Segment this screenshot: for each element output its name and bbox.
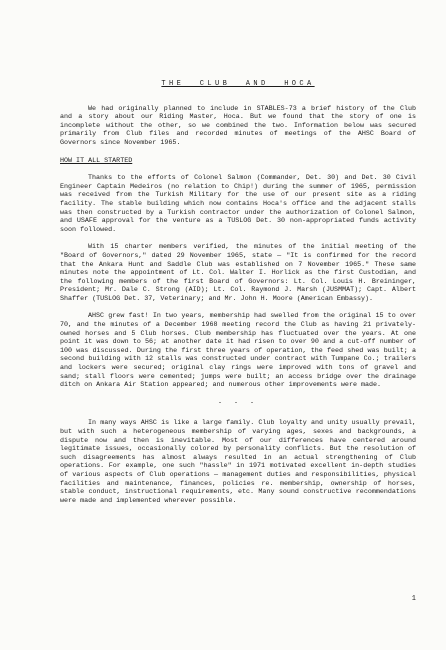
section-divider: - - -: [217, 398, 259, 407]
page-number: 1: [411, 595, 416, 603]
page-title: THE CLUB AND HOCA: [161, 80, 315, 88]
body-paragraph: AHSC grew fast! In two years, membership had swelled from the original 15 to over 70, and the minutes of a December 1968 meeting record the Club as having 21 privately-owned horses and 5 Club horses. Club membership has fluctuated over the years. At one point it was down to 56; at another date it had risen to over 90 and a cut-off number of 100 was discussed. During the first three years of operation, the feed shed was built; a second building with 12 stalls was constructed under contract with Tumpane Co.; trailers and lockers were secured; original clay rings were improved with tons of gravel and sand; stall floors were cemented; jumps were built; an access bridge over the drainage ditch on Ankara Air Station appeared; and numerous other improvements were made.: [60, 312, 416, 390]
body-paragraph: With 15 charter members verified, the minutes of the initial meeting of the "Board of Governors," dated 29 November 1965, state — "It is confirmed for the record that the Ankara Hunt and Saddle Club was established on 7 November 1965." These same minutes note the appointment of Lt. Col. Walter I. Horlick as the first Custodian, and the following members of the first Board of Governors: Lt. Col. Louis H. Breininger, President; Mr. Dale C. Strong (AID); Lt. Col. Raymond J. Marsh (JUSMMAT); Capt. Albert Shaffer (TUSLOG Det. 37, Veterinary; and Mr. John H. Moore (American Embassy).: [60, 243, 416, 303]
section-heading: HOW IT ALL STARTED: [60, 156, 133, 165]
intro-paragraph: We had originally planned to include in STABLES-73 a brief history of the Club and a story about our Riding Master, Hoca. But we found that the story of one is incomplete without the other, so we combined the two. Information below was secured primarily from Club files and recorded minutes of meetings of the AHSC Board of Governors since November 1965.: [60, 104, 416, 147]
closing-paragraph: In many ways AHSC is like a large family. Club loyalty and unity usually prevail, but with such a heterogeneous membership of varying ages, sexes and backgrounds, a dispute now and then is inevitable. Most of our differences have centered around legitimate issues, occasionally colored by personality conflicts. But the resolution of such disagreements has almost always resulted in an actual strengthening of Club operations. For example, one such "hassle" in 1971 motivated excellent in-depth studies of various aspects of Club operations — management duties and responsibilities, physical facilities and maintenance, finances, policies re. membership, ownership of horses, stable conduct, instructional requirements, etc. Many sound constructive recommendations were made and implemented wherever possible.: [60, 419, 416, 505]
body-paragraph: Thanks to the efforts of Colonel Salmon (Commander, Det. 30) and Det. 30 Civil Engineer Captain Medeiros (no relation to Chip!) during the summer of 1965, permission was received from the Turkish Military for the use of our present site as a riding facility. The stable building which now contains Hoca's office and the adjacent stalls was then constructed by a Turkish contractor under the authorization of Colonel Salmon, and USAFE approval for the venture as a TUSLOG Det. 30 non-appropriated funds activity soon followed.: [60, 174, 416, 234]
